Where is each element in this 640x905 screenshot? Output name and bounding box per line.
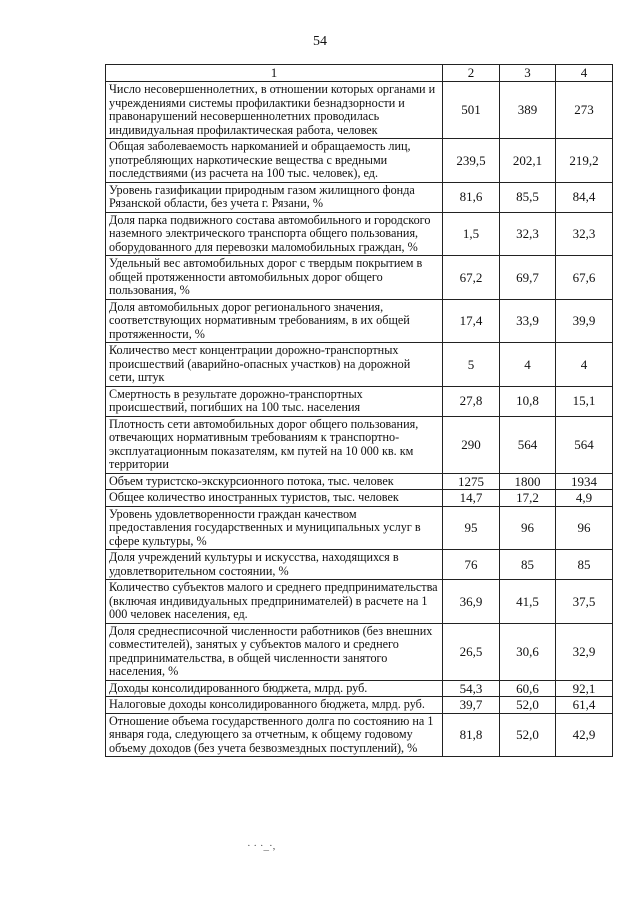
- indicator-label: Смертность в результате дорожно-транспортных происшествий, погибших на 100 тыс. населения: [106, 386, 443, 416]
- table-row: [106, 416, 613, 473]
- indicator-label: Объем туристско-экскурсионного потока, тыс. человек: [106, 473, 443, 490]
- value-cell: 52,0: [500, 713, 556, 757]
- value-cell: 564: [556, 416, 613, 473]
- value-cell: 27,8: [443, 386, 500, 416]
- value-cell: 41,5: [500, 580, 556, 624]
- value-cell: 84,4: [556, 182, 613, 212]
- value-cell: 564: [500, 416, 556, 473]
- value-cell: 69,7: [500, 256, 556, 300]
- value-cell: 290: [443, 416, 500, 473]
- header-cell: 4: [556, 65, 613, 82]
- table-row: [106, 182, 613, 212]
- indicator-label: Отношение объема государственного долга по состоянию на 1 января года, следующего за отчетным, к общему годовому объему доходов (без учета безвозмездных поступлений), %: [106, 713, 443, 757]
- table-header-row: [106, 65, 613, 82]
- table-row: [106, 697, 613, 714]
- value-cell: 54,3: [443, 680, 500, 697]
- value-cell: 39,7: [443, 697, 500, 714]
- table-row: [106, 256, 613, 300]
- table-row: [106, 506, 613, 550]
- header-cell: 1: [106, 65, 443, 82]
- value-cell: 15,1: [556, 386, 613, 416]
- value-cell: 1934: [556, 473, 613, 490]
- value-cell: 60,6: [500, 680, 556, 697]
- indicator-label: Уровень газификации природным газом жилищного фонда Рязанской области, без учета г. Рязани, %: [106, 182, 443, 212]
- value-cell: 85,5: [500, 182, 556, 212]
- value-cell: 85: [556, 550, 613, 580]
- value-cell: 5: [443, 343, 500, 387]
- value-cell: 67,2: [443, 256, 500, 300]
- value-cell: 10,8: [500, 386, 556, 416]
- value-cell: 4: [500, 343, 556, 387]
- page-number: 54: [313, 34, 327, 49]
- value-cell: 239,5: [443, 139, 500, 183]
- value-cell: 32,3: [556, 212, 613, 256]
- table-row: [106, 490, 613, 507]
- indicator-label: Количество мест концентрации дорожно-транспортных происшествий (аварийно-опасных участков) на дорожной сети, штук: [106, 343, 443, 387]
- indicator-label: Плотность сети автомобильных дорог общего пользования, отвечающих нормативным требованиям к транспортно-эксплуатационным показателям, км путей на 10 000 кв. км территории: [106, 416, 443, 473]
- indicator-label: Доля автомобильных дорог регионального значения, соответствующих нормативным требованиям, в их общей протяженности, %: [106, 299, 443, 343]
- value-cell: 273: [556, 82, 613, 139]
- value-cell: 52,0: [500, 697, 556, 714]
- value-cell: 32,3: [500, 212, 556, 256]
- value-cell: 4,9: [556, 490, 613, 507]
- table-row: [106, 713, 613, 757]
- value-cell: 26,5: [443, 623, 500, 680]
- indicator-label: Общее количество иностранных туристов, тыс. человек: [106, 490, 443, 507]
- indicator-label: Удельный вес автомобильных дорог с твердым покрытием в общей протяженности автомобильных дорог общего пользования, %: [106, 256, 443, 300]
- value-cell: 36,9: [443, 580, 500, 624]
- value-cell: 67,6: [556, 256, 613, 300]
- table-row: [106, 473, 613, 490]
- value-cell: 76: [443, 550, 500, 580]
- value-cell: 1800: [500, 473, 556, 490]
- indicator-label: Доходы консолидированного бюджета, млрд. руб.: [106, 680, 443, 697]
- value-cell: 4: [556, 343, 613, 387]
- value-cell: 219,2: [556, 139, 613, 183]
- value-cell: 30,6: [500, 623, 556, 680]
- value-cell: 39,9: [556, 299, 613, 343]
- table-row: [106, 343, 613, 387]
- table-row: [106, 680, 613, 697]
- value-cell: 17,2: [500, 490, 556, 507]
- value-cell: 96: [500, 506, 556, 550]
- value-cell: 17,4: [443, 299, 500, 343]
- indicator-label: Доля учреждений культуры и искусства, находящихся в удовлетворительном состоянии, %: [106, 550, 443, 580]
- value-cell: 1275: [443, 473, 500, 490]
- value-cell: 37,5: [556, 580, 613, 624]
- value-cell: 95: [443, 506, 500, 550]
- table-row: [106, 299, 613, 343]
- value-cell: 501: [443, 82, 500, 139]
- value-cell: 81,6: [443, 182, 500, 212]
- value-cell: 96: [556, 506, 613, 550]
- scan-mark: · · ·_·,: [247, 840, 276, 852]
- table-row: [106, 82, 613, 139]
- table-row: [106, 386, 613, 416]
- table-row: [106, 212, 613, 256]
- table-row: [106, 623, 613, 680]
- data-table: [105, 64, 613, 757]
- value-cell: 85: [500, 550, 556, 580]
- value-cell: 92,1: [556, 680, 613, 697]
- indicator-label: Доля среднесписочной численности работников (без внешних совместителей), занятых у субъектов малого и среднего предпринимательства, в общей численности занятого населения, %: [106, 623, 443, 680]
- table-row: [106, 580, 613, 624]
- header-cell: 3: [500, 65, 556, 82]
- indicator-label: Количество субъектов малого и среднего предпринимательства (включая индивидуальных предпринимателей) в расчете на 1 000 человек населения, ед.: [106, 580, 443, 624]
- value-cell: 81,8: [443, 713, 500, 757]
- value-cell: 389: [500, 82, 556, 139]
- indicator-label: Доля парка подвижного состава автомобильного и городского наземного электрического транспорта общего пользования, оборудованного для перевозки маломобильных граждан, %: [106, 212, 443, 256]
- indicator-label: Уровень удовлетворенности граждан качеством предоставления государственных и муниципальных услуг в сфере культуры, %: [106, 506, 443, 550]
- indicator-label: Общая заболеваемость наркоманией и обращаемость лиц, употребляющих наркотические вещества с вредными последствиями (из расчета на 100 тыс. человек), ед.: [106, 139, 443, 183]
- value-cell: 1,5: [443, 212, 500, 256]
- table-row: [106, 139, 613, 183]
- table-row: [106, 550, 613, 580]
- value-cell: 33,9: [500, 299, 556, 343]
- value-cell: 42,9: [556, 713, 613, 757]
- value-cell: 32,9: [556, 623, 613, 680]
- value-cell: 61,4: [556, 697, 613, 714]
- header-cell: 2: [443, 65, 500, 82]
- value-cell: 14,7: [443, 490, 500, 507]
- indicator-label: Число несовершеннолетних, в отношении которых органами и учреждениями системы профилактики безнадзорности и правонарушений несовершеннолетних проводилась индивидуальная профилактическая работа, человек: [106, 82, 443, 139]
- indicator-label: Налоговые доходы консолидированного бюджета, млрд. руб.: [106, 697, 443, 714]
- value-cell: 202,1: [500, 139, 556, 183]
